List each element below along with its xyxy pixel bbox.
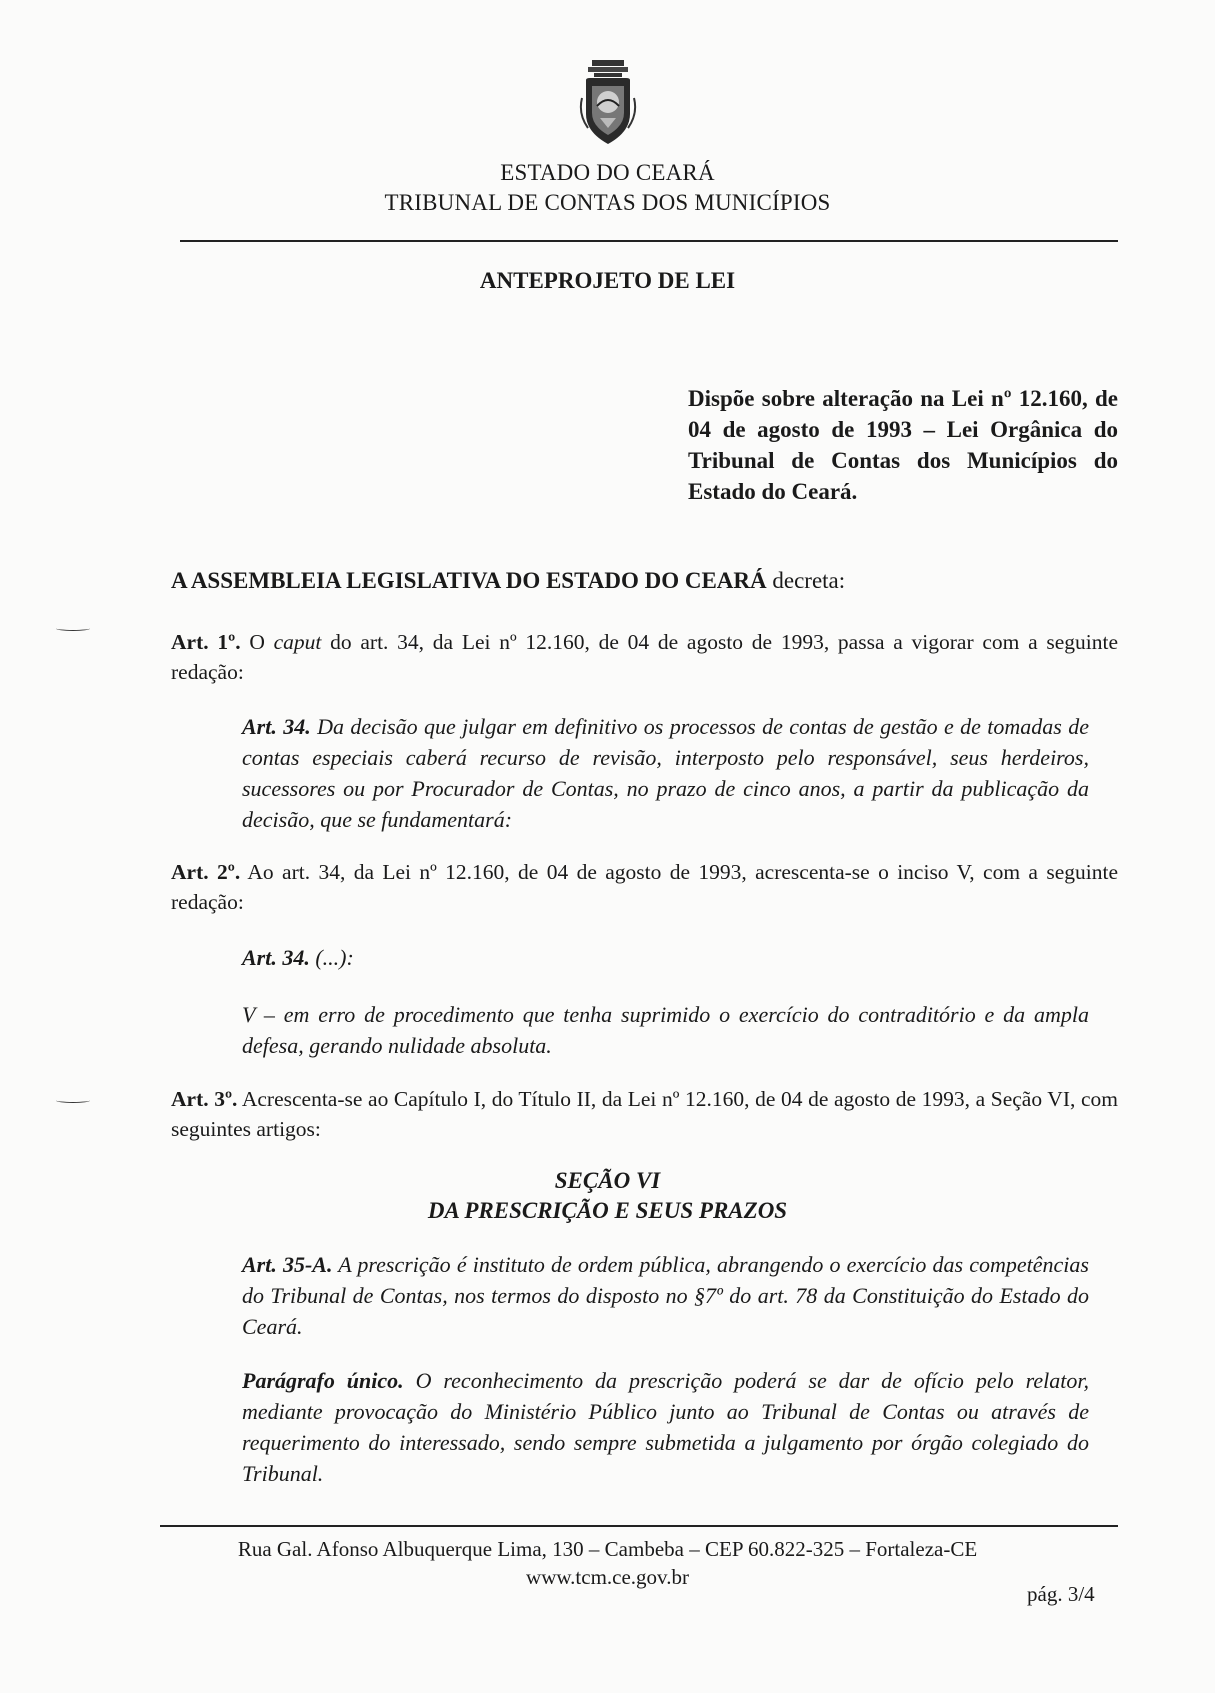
article-35a-label: Art. 35-A. [242,1252,333,1277]
ementa: Dispõe sobre alteração na Lei nº 12.160, de 04 de agosto de 1993 – Lei Orgânica do Tribunal de Contas dos Municípios do Estado do Ceará. [688,386,1118,504]
footer-website: www.tcm.ce.gov.br [526,1565,689,1589]
article-2-label: Art. 2º. [171,860,241,884]
article-3 [171,1084,1118,1144]
article-35a-text: A prescrição é instituto de ordem pública, abrangendo o exercício das competências do Tribunal de Contas, nos termos do disposto no §7º do art. 78 da Constituição do Estado do Ceará. [242,1252,1089,1339]
enacting-clause [171,568,845,594]
enacting-clause-rest: decreta: [772,568,846,593]
enacting-clause-bold: A ASSEMBLEIA LEGISLATIVA DO ESTADO DO CEARÁ [171,568,767,593]
article-2-text: Ao art. 34, da Lei nº 12.160, de 04 de agosto de 1993, acrescenta-se o inciso V, com a seguinte redação: [171,860,1118,914]
quoted-article-34-header-text: (...): [315,945,354,970]
header-divider [180,240,1118,242]
quoted-article-34-header [242,942,1089,973]
article-1-italic: caput [273,630,322,654]
page-number: pág. 3/4 [1027,1582,1095,1606]
header-tribunal: TRIBUNAL DE CONTAS DOS MUNICÍPIOS [384,190,831,215]
header-state: ESTADO DO CEARÁ [500,160,715,185]
article-35a [242,1249,1089,1342]
scan-mark [56,626,90,631]
footer-address: Rua Gal. Afonso Albuquerque Lima, 130 – Cambeba – CEP 60.822-325 – Fortaleza-CE [237,1537,978,1561]
article-1-text: do art. 34, da Lei nº 12.160, de 04 de agosto de 1993, passa a vigorar com a seguinte redação: [171,630,1119,684]
document-title: ANTEPROJETO DE LEI [479,268,736,293]
scan-mark [56,1098,90,1103]
article-1-label: Art. 1º. [171,630,241,654]
article-1 [171,627,1118,687]
article-3-label: Art. 3º. [171,1087,238,1111]
quoted-inciso-v: V – em erro de procedimento que tenha suprimido o exercício do contraditório e da ampla defesa, gerando nulidade absoluta. [242,1002,1089,1058]
article-2 [171,857,1118,917]
quoted-article-34 [242,711,1089,835]
quoted-article-34-text: Da decisão que julgar em definitivo os processos de contas de gestão e de tomadas de contas especiais caberá recurso de revisão, interposto pelo responsável, seus herdeiros, sucessores ou por Procurador de Contas, no prazo de cinco anos, a partir da publicação da decisão, que se fundamentará: [242,714,1089,832]
paragrafo-unico [242,1365,1089,1489]
quoted-article-34-label: Art. 34. [242,714,311,739]
footer-divider [160,1525,1118,1527]
section-number: SEÇÃO VI [554,1168,661,1193]
paragrafo-unico-label: Parágrafo único. [242,1368,404,1393]
paragrafo-unico-text: O reconhecimento da prescrição poderá se dar de ofício pelo relator, mediante provocação do Ministério Público junto ao Tribunal de Contas ou através de requerimento do interessado, sendo sempre submetida a julgamento por órgão colegiado do Tribunal. [242,1368,1089,1486]
article-3-text: Acrescenta-se ao Capítulo I, do Título II, da Lei nº 12.160, de 04 de agosto de 1993, a Seção VI, com seguintes artigos: [171,1087,1118,1141]
state-coat-of-arms-icon [578,58,638,150]
section-title: DA PRESCRIÇÃO E SEUS PRAZOS [427,1198,788,1223]
article-1-pre: O [249,630,265,654]
quoted-article-34-header-label: Art. 34. [242,945,310,970]
